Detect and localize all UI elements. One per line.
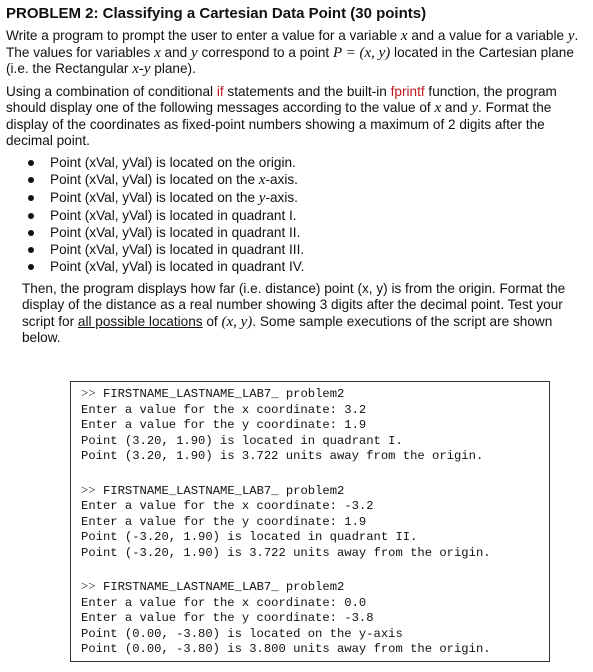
bullet-icon bbox=[28, 264, 34, 270]
usage-text: statements and the built-in bbox=[223, 83, 391, 99]
intro-text: located in the Cartesian plane (i.e. the Rectangular bbox=[6, 44, 574, 76]
console-command-line bbox=[81, 482, 549, 500]
problem-document bbox=[6, 4, 588, 351]
var-y: y bbox=[471, 100, 479, 116]
console-line: Enter a value for the y coordinate: 1.9 bbox=[81, 418, 367, 432]
sample-output-console bbox=[70, 381, 550, 662]
message-text: Point (xVal, yVal) is located on the origin. bbox=[50, 154, 296, 170]
console-line: Enter a value for the x coordinate: 3.2 bbox=[81, 402, 367, 417]
distance-text: of bbox=[202, 313, 222, 329]
var-x: x bbox=[154, 44, 161, 61]
distance-paragraph bbox=[22, 281, 588, 347]
message-text: Point (xVal, yVal) is located in quadrant II. bbox=[50, 224, 301, 240]
intro-paragraph bbox=[6, 28, 588, 78]
command-text: FIRSTNAME_LASTNAME_LAB7_ problem2 bbox=[95, 387, 345, 401]
bullet-icon bbox=[28, 230, 34, 236]
bullet-icon bbox=[28, 213, 34, 219]
message-item bbox=[28, 241, 588, 258]
problem-title: PROBLEM 2: Classifying a Cartesian Data Point (30 points) bbox=[6, 5, 427, 22]
usage-paragraph bbox=[6, 84, 588, 150]
console-line: Enter a value for the y coordinate: 1.9 bbox=[81, 514, 367, 529]
command-text: FIRSTNAME_LASTNAME_LAB7_ problem2 bbox=[95, 580, 345, 594]
command-text: FIRSTNAME_LASTNAME_LAB7_ problem2 bbox=[95, 483, 345, 498]
console-line: Point (-3.20, 1.90) is located in quadrant II. bbox=[81, 530, 418, 544]
console-line: Point (3.20, 1.90) is located in quadrant I. bbox=[81, 433, 403, 448]
console-line: Point (3.20, 1.90) is 3.722 units away from the origin. bbox=[81, 449, 484, 463]
prompt-symbol: >> bbox=[81, 578, 96, 593]
xy-plane-label: x-y bbox=[132, 61, 151, 77]
var-y: y bbox=[567, 28, 575, 44]
message-text: Point (xVal, yVal) is located in quadrant I. bbox=[50, 207, 297, 223]
message-text: Point (xVal, yVal) is located on the bbox=[50, 189, 259, 205]
message-text: Point (xVal, yVal) is located on the bbox=[50, 171, 259, 187]
message-item bbox=[28, 207, 588, 224]
console-line: Point (0.00, -3.80) is 3.800 units away from the origin. bbox=[81, 642, 491, 656]
console-line: Point (-3.20, 1.90) is 3.722 units away from the origin. bbox=[81, 545, 491, 560]
console-command-line bbox=[81, 385, 549, 403]
message-item bbox=[28, 224, 588, 241]
intro-text: . The values for variables bbox=[6, 28, 579, 60]
bullet-icon bbox=[28, 160, 34, 166]
console-run-1 bbox=[81, 385, 549, 465]
var-x: x bbox=[434, 100, 442, 116]
message-text: -axis. bbox=[265, 171, 298, 187]
all-locations-emphasis: all possible locations bbox=[77, 313, 203, 329]
bullet-icon bbox=[28, 195, 34, 201]
usage-text: . Format the display of the coordinates as fixed-point numbers showing a maximum of 2 digits after the decimal point. bbox=[6, 100, 552, 148]
message-var: y bbox=[258, 189, 266, 206]
var-y: y bbox=[191, 44, 198, 61]
intro-text: and bbox=[160, 44, 191, 60]
console-line: Enter a value for the x coordinate: -3.2 bbox=[81, 499, 374, 513]
prompt-symbol: >> bbox=[81, 481, 96, 497]
usage-text: function, the program should display one of the following messages according to the value of bbox=[6, 83, 557, 115]
console-command-line bbox=[81, 578, 549, 596]
console-line: Point (0.00, -3.80) is located on the y-axis bbox=[81, 626, 403, 641]
prompt-symbol: >> bbox=[81, 385, 96, 400]
distance-text: Then, the program displays how far (i.e. distance) point (x, y) is from the origin. Format the display of the distance as a real number showing 3 digits after the decimal point. Test your script for bbox=[22, 280, 566, 329]
console-line: Enter a value for the y coordinate: -3.8 bbox=[81, 611, 374, 625]
message-item bbox=[28, 154, 588, 171]
bullet-icon bbox=[28, 177, 34, 183]
message-text: -axis. bbox=[265, 189, 298, 205]
fprintf-keyword: fprintf bbox=[390, 83, 425, 99]
intro-text: plane). bbox=[150, 61, 196, 76]
usage-text: Using a combination of conditional bbox=[6, 83, 217, 99]
coord-expression: (x, y) bbox=[221, 313, 253, 330]
message-item bbox=[28, 258, 588, 275]
message-text: Point (xVal, yVal) is located in quadrant IV. bbox=[50, 258, 305, 274]
distance-text: . Some sample executions of the script are shown below. bbox=[22, 313, 553, 345]
message-var: x bbox=[258, 171, 266, 188]
intro-text: correspond to a point bbox=[197, 44, 333, 60]
if-keyword: if bbox=[216, 83, 224, 99]
message-item bbox=[28, 171, 588, 189]
intro-text: and a value for a variable bbox=[407, 28, 568, 43]
console-run-2 bbox=[81, 482, 549, 562]
message-list bbox=[6, 154, 588, 275]
message-text: Point (xVal, yVal) is located in quadrant III. bbox=[50, 241, 305, 257]
bullet-icon bbox=[28, 247, 34, 253]
var-x: x bbox=[400, 28, 408, 44]
message-item bbox=[28, 189, 588, 207]
usage-text: and bbox=[441, 100, 472, 115]
console-line: Enter a value for the x coordinate: 0.0 bbox=[81, 595, 367, 610]
intro-text: Write a program to prompt the user to enter a value for a variable bbox=[6, 28, 401, 43]
console-run-3 bbox=[81, 578, 549, 658]
point-expression: P = (x, y) bbox=[332, 44, 391, 61]
